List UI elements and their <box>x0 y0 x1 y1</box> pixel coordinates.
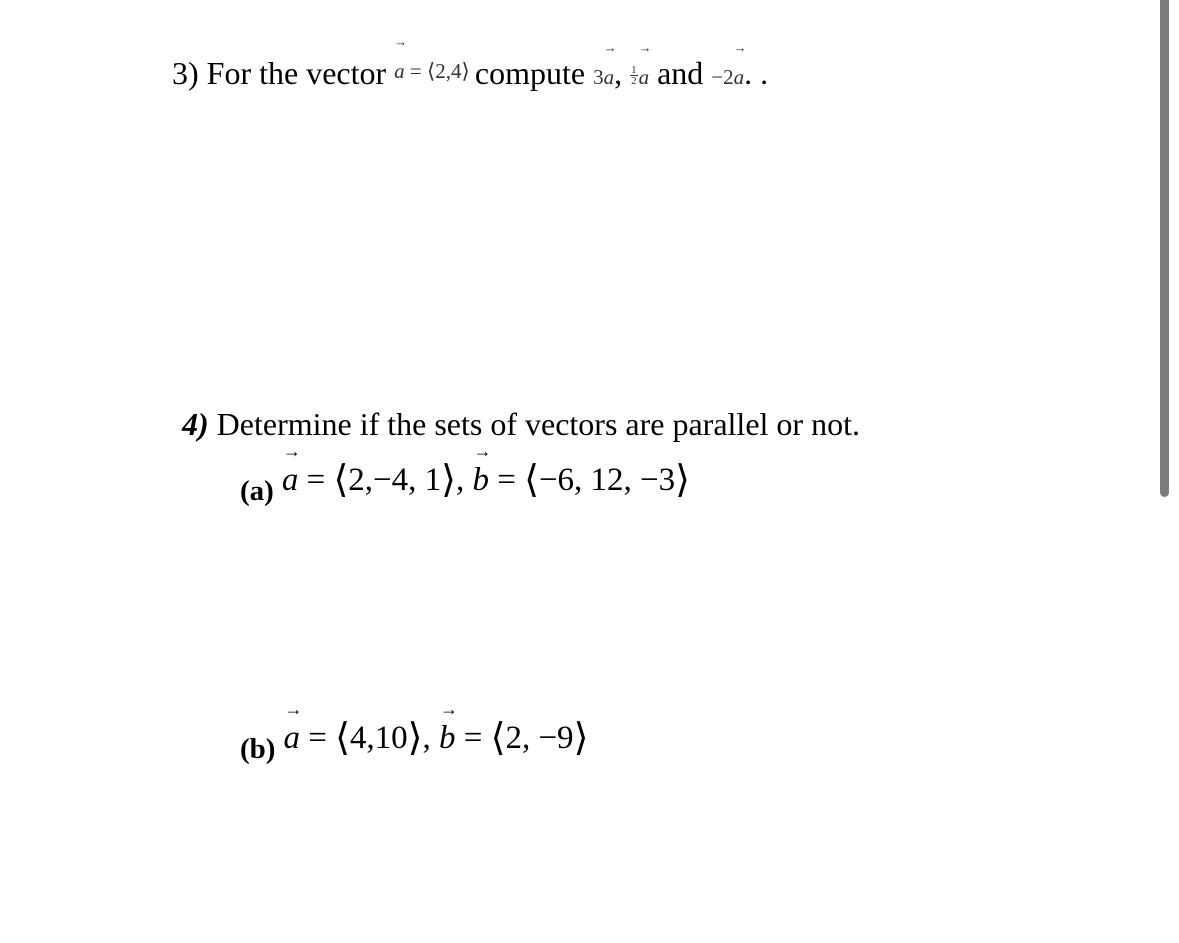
vector-arrow-icon: → <box>282 441 301 461</box>
fraction-denominator: 2 <box>631 74 637 87</box>
right-angle-bracket: ⟩ <box>675 457 690 501</box>
part-a-label: (a) <box>240 475 274 507</box>
part-a-vector-b-value: −6, 12, −3 <box>538 462 676 498</box>
expr-neg2a-coef: −2 <box>711 65 734 89</box>
part-a-math <box>281 441 690 501</box>
and-word: and <box>657 55 704 91</box>
left-angle-bracket: ⟨ <box>524 457 539 501</box>
problem-3-number: 3) <box>172 55 199 91</box>
vertical-scrollbar[interactable] <box>1160 0 1169 497</box>
vector-a-symbol <box>733 40 747 100</box>
vector-arrow-icon: → <box>440 699 459 719</box>
vector-arrow-icon: → <box>733 40 747 55</box>
vector-arrow-icon: → <box>473 441 492 461</box>
problem-3-text-before: For the vector <box>206 55 387 91</box>
expr-3a <box>593 40 617 89</box>
vector-a-symbol <box>281 441 301 502</box>
vector-a-symbol <box>638 40 652 100</box>
problem-4-number: 4) <box>182 406 209 442</box>
part-b-vector-a-value: 4,10 <box>349 720 408 756</box>
vector-arrow-icon: → <box>394 34 408 49</box>
vector-a-definition <box>394 34 475 83</box>
part-b-math <box>283 699 589 759</box>
vector-a-symbol <box>394 34 408 94</box>
vector-name: a <box>281 462 299 498</box>
vector-name: a <box>733 65 745 89</box>
vector-arrow-icon: → <box>603 40 617 55</box>
part-b-label: (b) <box>240 733 276 765</box>
problem-4-text: Determine if the sets of vectors are parallel or not. <box>216 406 860 442</box>
part-a-vector-a-value: 2,−4, 1 <box>348 462 442 498</box>
vector-name: a <box>283 720 300 756</box>
expr-half-a <box>630 40 652 89</box>
part-b-vector-b-value: 2, −9 <box>505 720 574 756</box>
equals-sign: = <box>463 720 483 756</box>
vector-arrow-icon: → <box>638 40 652 55</box>
trailing-dots: . . <box>744 55 769 91</box>
problem-3-text-middle: compute <box>474 55 586 91</box>
vector-b-symbol <box>472 441 492 502</box>
left-angle-bracket: ⟨ <box>333 457 349 501</box>
vector-b-symbol <box>438 699 459 760</box>
problem-4-part-a <box>240 441 690 507</box>
vector-a-symbol <box>603 40 617 100</box>
fraction-one-half <box>630 65 638 86</box>
problem-4-part-b <box>240 699 589 765</box>
vector-arrow-icon: → <box>284 699 303 719</box>
right-angle-bracket: ⟩ <box>441 457 456 501</box>
comma: , <box>422 720 431 756</box>
vector-name: a <box>638 65 650 89</box>
expr-3a-coef: 3 <box>593 65 604 89</box>
vector-name: b <box>438 720 456 756</box>
vector-a-symbol <box>283 699 303 760</box>
problem-4 <box>182 402 860 446</box>
left-angle-bracket: ⟨ <box>490 715 506 759</box>
fraction-numerator: 1 <box>631 63 637 76</box>
vector-name: a <box>394 59 405 83</box>
comma: , <box>455 462 465 498</box>
right-angle-bracket: ⟩ <box>407 715 423 759</box>
vector-name: a <box>603 65 615 89</box>
vector-name: b <box>472 462 489 498</box>
right-angle-bracket: ⟩ <box>573 715 589 759</box>
equals-sign: = <box>409 59 422 83</box>
expr-neg2a <box>711 40 747 89</box>
equals-sign: = <box>308 720 327 756</box>
equals-sign: = <box>497 462 516 498</box>
vector-a-value: ⟨2,4⟩ <box>427 59 470 83</box>
comma: , <box>614 55 623 91</box>
equals-sign: = <box>306 462 326 498</box>
problem-3 <box>172 34 769 100</box>
left-angle-bracket: ⟨ <box>335 715 350 759</box>
